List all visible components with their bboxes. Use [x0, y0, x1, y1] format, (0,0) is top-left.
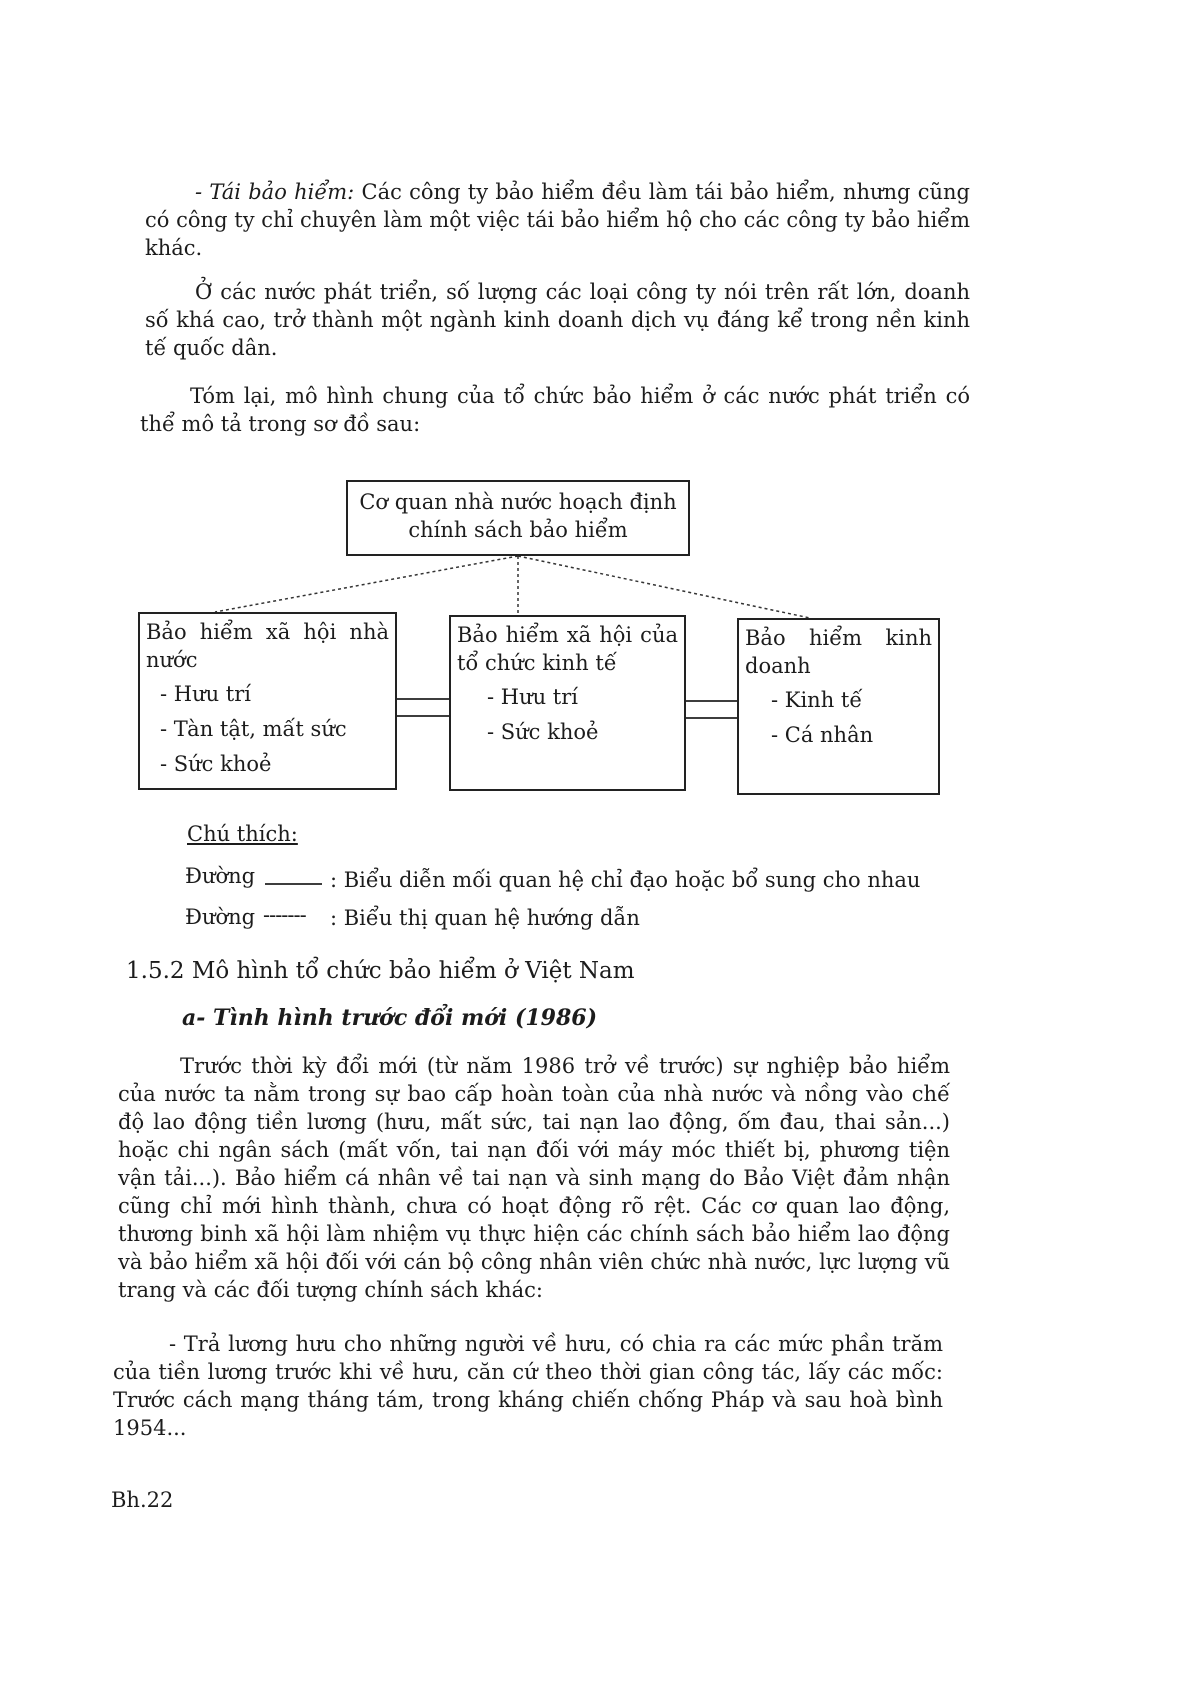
state-social-insurance-box: [138, 612, 397, 790]
list-item: - Kinh tế: [771, 688, 863, 712]
legend-dashed-desc: : Biểu thị quan hệ hướng dẫn: [330, 906, 640, 930]
paragraph-developed-countries: Ở các nước phát triển, số lượng các loại công ty nói trên rất lớn, doanh số khá cao, trở thành một ngành kinh doanh dịch vụ đáng kể trong nền kinh tế quốc dân.: [145, 280, 970, 360]
list-item: - Sức khoẻ: [160, 752, 272, 776]
enterprise-social-insurance-title: Bảo hiểm xã hội của tổ chức kinh tế: [457, 623, 678, 675]
dashed-connector-left: [215, 556, 518, 612]
commercial-insurance-title: Bảo hiểm kinh doanh: [745, 626, 932, 678]
legend-solid-desc: : Biểu diễn mối quan hệ chỉ đạo hoặc bổ sung cho nhau: [330, 868, 921, 892]
subsection-heading: a- Tình hình trước đổi mới (1986): [182, 1005, 597, 1031]
legend-solid-label: Đường: [185, 864, 256, 888]
list-item: - Cá nhân: [771, 723, 874, 747]
commercial-insurance-box: [737, 618, 940, 795]
list-item: - Tàn tật, mất sức: [160, 717, 347, 741]
state-policy-agency-line1: Cơ quan nhà nước hoạch định: [359, 490, 677, 514]
paragraph-summary: Tóm lại, mô hình chung của tổ chức bảo hiểm ở các nước phát triển có thể mô tả trong sơ đồ sau:: [140, 384, 970, 436]
paragraph-pre-reform: Trước thời kỳ đổi mới (từ năm 1986 trở về trước) sự nghiệp bảo hiểm của nước ta nằm trong sự bao cấp hoàn toàn của nhà nước và nồng vào chế độ lao động tiền lương (hưu, mất sức, tai nạn lao động, ốm đau, thai sản...) hoặc chi ngân sách (mất vốn, tai nạn đối với máy móc thiết bị, phương tiện vận tải...). Bảo hiểm cá nhân về tai nạn và sinh mạng do Bảo Việt đảm nhận cũng chỉ mới hình thành, chưa có hoạt động rõ rệt. Các cơ quan lao động, thương binh xã hội làm nhiệm vụ thực hiện các chính sách bảo hiểm lao động và bảo hiểm xã hội đối với cán bộ công nhân viên chức nhà nước, lực lượng vũ trang và các đối tượng chính sách khác:: [118, 1054, 950, 1302]
legend-dashed-mark: -------: [263, 903, 306, 927]
page-number: Bh.22: [111, 1488, 174, 1512]
section-heading: 1.5.2 Mô hình tổ chức bảo hiểm ở Việt Nam: [126, 958, 635, 984]
dashed-connector-right: [518, 556, 810, 618]
paragraph-pension: - Trả lương hưu cho những người về hưu, có chia ra các mức phần trăm của tiền lương trước khi về hưu, căn cứ theo thời gian công tác, lấy các mốc: Trước cách mạng tháng tám, trong kháng chiến chống Pháp và sau hoà bình 1954...: [113, 1332, 943, 1440]
state-policy-agency-line2: chính sách bảo hiểm: [408, 518, 628, 542]
legend-title: Chú thích:: [187, 822, 298, 846]
enterprise-social-insurance-box: [449, 615, 686, 791]
list-item: - Sức khoẻ: [487, 720, 599, 744]
state-social-insurance-title: Bảo hiểm xã hội nhà nước: [146, 620, 389, 672]
legend-dashed-label: Đường: [185, 905, 256, 929]
list-item: - Hưu trí: [160, 682, 252, 706]
state-policy-agency-box: [346, 480, 690, 556]
paragraph-reinsurance: - Tái bảo hiểm: Các công ty bảo hiểm đều làm tái bảo hiểm, nhưng cũng có công ty chỉ chuyên làm một việc tái bảo hiểm hộ cho các công ty bảo hiểm khác.: [145, 180, 970, 260]
list-item: - Hưu trí: [487, 685, 579, 709]
